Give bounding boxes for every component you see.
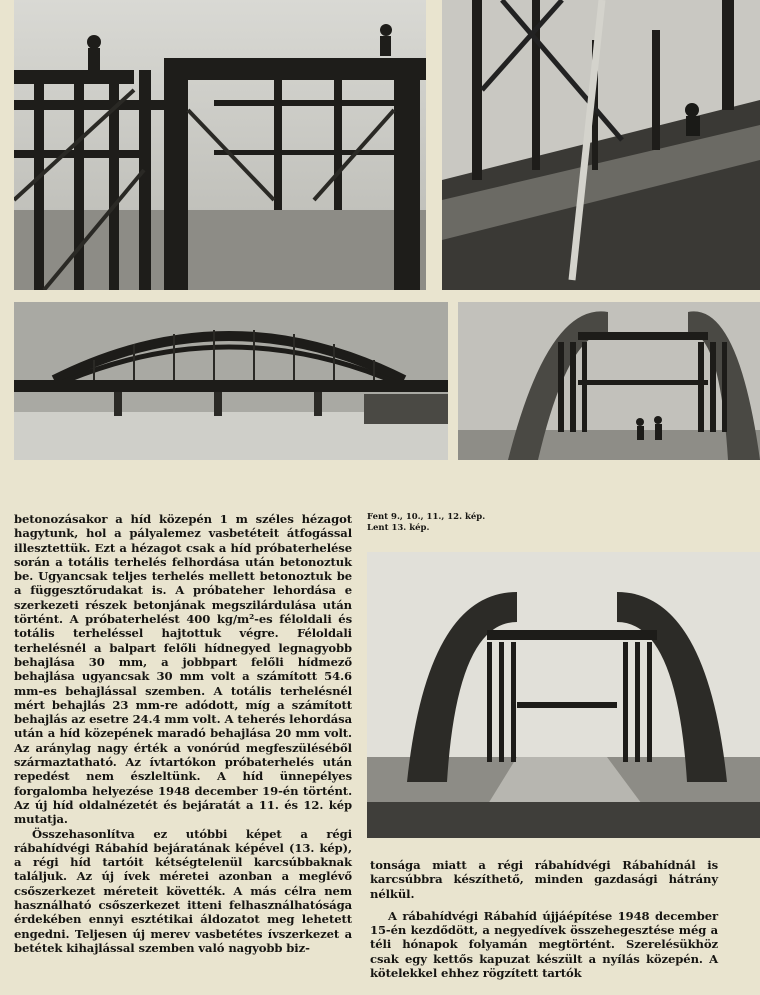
- paragraph: tonsága miatt a régi rábahídvégi Rábahídnál is karcsúbbra készíthető, minden gazdasági hátrány nélkül.: [370, 858, 718, 901]
- caption-bottom: Lent 13. kép.: [367, 523, 430, 533]
- left-text-column: [14, 512, 352, 955]
- photo-scaffolding-construction: [14, 0, 426, 290]
- photo-old-bridge-entrance: [367, 552, 760, 838]
- photo-workers-deck: [442, 0, 760, 290]
- paragraph: A rábahídvégi Rábahíd újjáépítése 1948 december 15-én kezdődött, a negyedívek összehegesztése még a téli hónapok folyamán megtörtént. Szerelésükhöz csak egy kettős kapuzat készült a nyílás közepén. A kötelekkel ehhez rögzített tartók: [370, 908, 718, 981]
- figure-caption: [367, 512, 567, 534]
- photo-bridge-side-view: [14, 302, 448, 460]
- right-text-column: [370, 858, 718, 988]
- caption-top: Fent 9., 10., 11., 12. kép.: [367, 512, 486, 522]
- photo-bridge-entrance: [458, 302, 760, 460]
- paragraph: Összehasonlítva ez utóbbi képet a régi rábahídvégi Rábahíd bejáratának képével (13. kép), a régi híd tartóit kétségtelenül karcsúbbaknak találjuk. Az új ívek méretei azonban a meglévő csőszerkezet méreteit követték. A más célra nem használható csőszerkezet itteni felhasználhatósága érdekében ennyi esztétikai áldozatot meg lehetett engedni. Teljesen új merev vasbetétes ívszerkezet a betétek kihajlással szemben való nagyobb biz-: [14, 826, 352, 955]
- paragraph: betonozásakor a híd közepén 1 m széles hézagot hagytunk, hol a pályalemez vasbetéteit átfogással illesztettük. Ezt a hézagot csak a híd próbaterhelése során a totális terhelés felhordása után betonoztuk be. Ugyancsak teljes terhelés mellett betonoztuk be a függesztőrudakat is. A próbateher lehordása e szerkezeti részek betonjának megszilárdulása után történt. A próbaterhelést 400 kg/m²-es féloldali és totális terheléssel hajtottuk végre. Féloldali terhelésnél a balpart felőli hídnegyed legnagyobb behajlása 30 mm, a jobbpart felőli hídmező behajlása ugyancsak 30 mm volt a számított 54.6 mm-es behajlással szemben. A totális terhelésnél mért behajlás 23 mm-re adódott, míg a számított behajlás az esetre 24.4 mm volt. A teherés lehordása után a híd közepének maradó behajlása 20 mm volt. Az aránylag nagy érték a vonórúd megfeszüléséből származtatható. Az ívtartókon próbaterhelés után repedést nem észleltünk. A híd ünnepélyes forgalomba helyezése 1948 december 19-én történt. Az új híd oldalnézetét és bejáratát a 11. és 12. kép mutatja.: [14, 512, 352, 827]
